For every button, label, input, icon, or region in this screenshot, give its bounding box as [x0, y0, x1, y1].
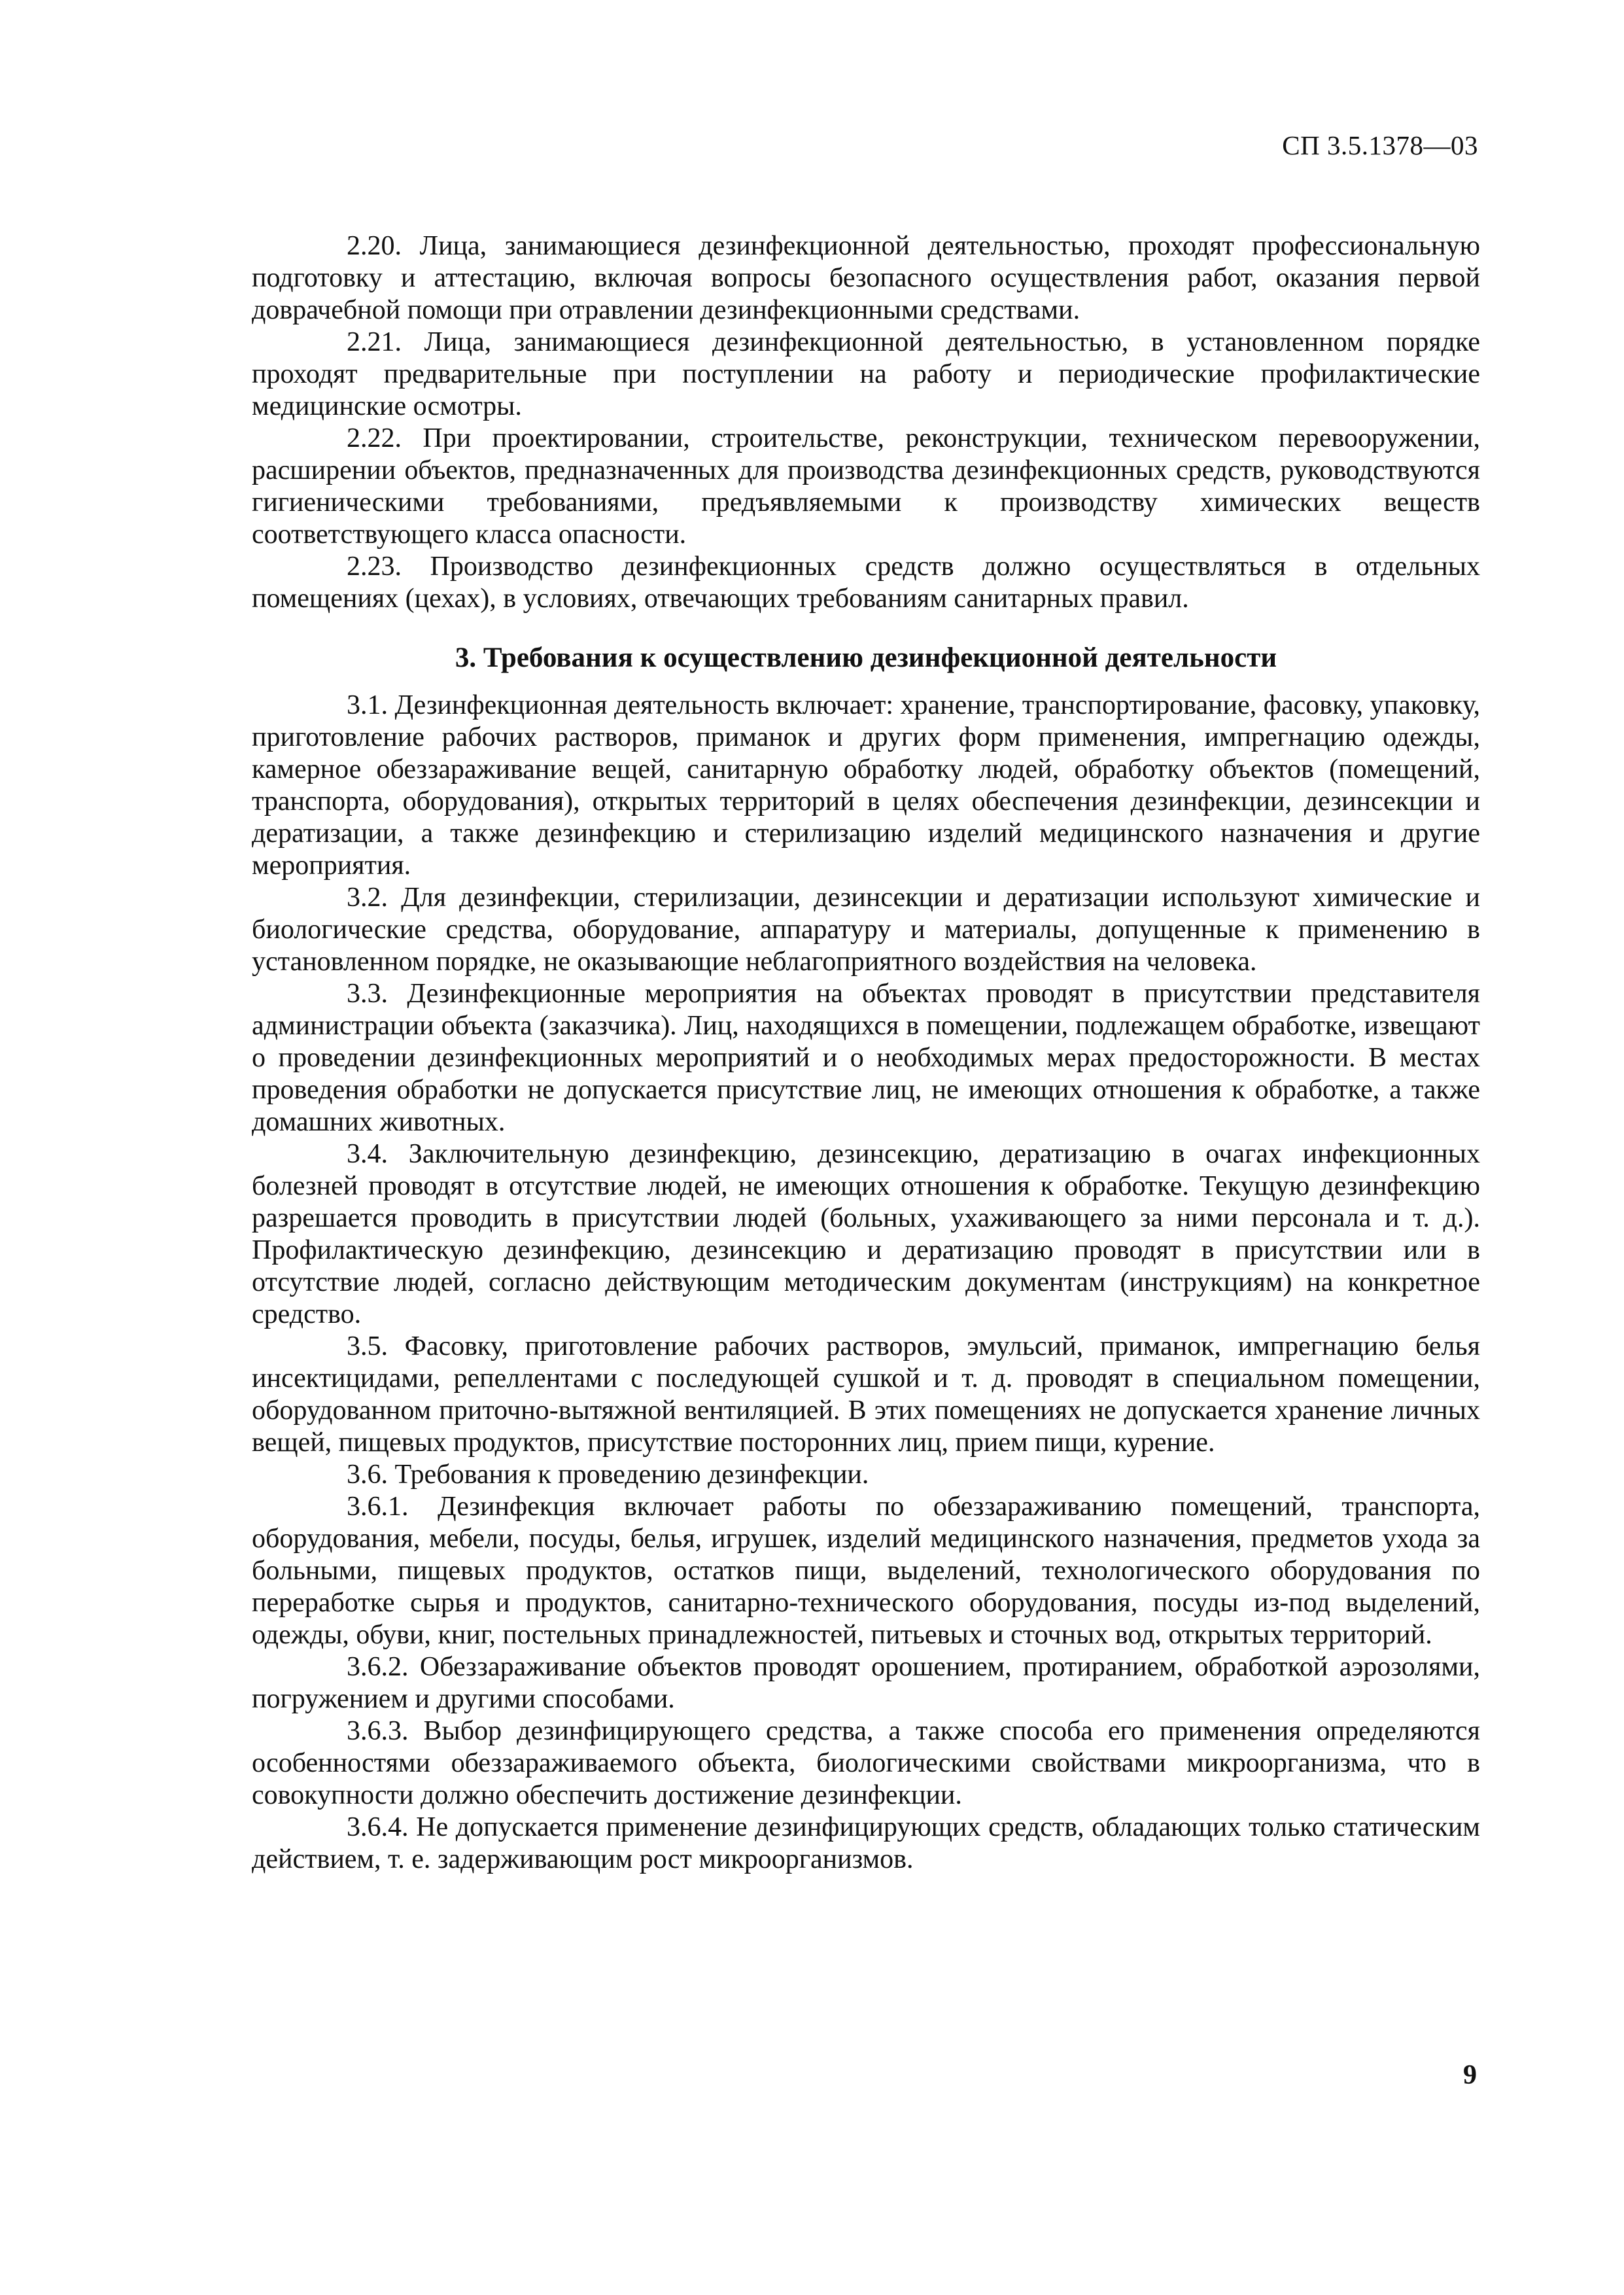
paragraph-2-21: 2.21. Лица, занимающиеся дезинфекционной деятельностью, в установленном порядке проходят предварительные при поступлении на работу и периодические профилактические медицинские осмотры. — [252, 327, 1480, 421]
paragraph-2-22: 2.22. При проектировании, строительстве, реконструкции, техническом перевооружении, расширении объектов, предназначенных для производства дезинфекционных средств, руководствуются гигиеническими требованиями, предъявляемыми к производству химических веществ соответствующего класса опасности. — [252, 423, 1480, 550]
paragraph-2-23: 2.23. Производство дезинфекционных средств должно осуществляться в отдельных помещениях (цехах), в условиях, отвечающих требованиям санитарных правил. — [252, 552, 1480, 614]
document-body — [252, 230, 1480, 1876]
document-code: СП 3.5.1378—03 — [1282, 130, 1478, 160]
paragraph-3-6-3: 3.6.3. Выбор дезинфицирующего средства, а также способа его применения определяются особенностями обеззараживаемого объекта, биологическими свойствами микроорганизма, что в совокупности должно обеспечить достижение дезинфекции. — [252, 1716, 1480, 1810]
paragraph-3-6-1: 3.6.1. Дезинфекция включает работы по обеззараживанию помещений, транспорта, оборудования, мебели, посуды, белья, игрушек, изделий медицинского назначения, предметов ухода за больными, пищевых продуктов, остатков пищи, выделений, технологического оборудования по переработке сырья и продуктов, санитарно-технического оборудования, посуды из-под выделений, одежды, обуви, книг, постельных принадлежностей, питьевых и сточных вод, открытых территорий. — [252, 1492, 1480, 1650]
paragraph-3-1: 3.1. Дезинфекционная деятельность включает: хранение, транспортирование, фасовку, упаковку, приготовление рабочих растворов, приманок и других форм применения, импрегнацию одежды, камерное обеззараживание вещей, санитарную обработку людей, обработку объектов (помещений, транспорта, оборудования), открытых территорий в целях обеспечения дезинфекции, дезинсекции и дератизации, а также дезинфекцию и стерилизацию изделий медицинского назначения и другие мероприятия. — [252, 690, 1481, 881]
paragraph-3-6: 3.6. Требования к проведению дезинфекции. — [347, 1460, 869, 1490]
paragraph-3-6-2: 3.6.2. Обеззараживание объектов проводят орошением, протиранием, обработкой аэрозолями, погружением и другими способами. — [252, 1652, 1480, 1714]
paragraph-3-6-4: 3.6.4. Не допускается применение дезинфицирующих средств, обладающих только статическим действием, т. е. задерживающим рост микроорганизмов. — [252, 1812, 1480, 1874]
paragraph-2-20: 2.20. Лица, занимающиеся дезинфекционной деятельностью, проходят профессиональную подготовку и аттестацию, включая вопросы безопасного осуществления работ, оказания первой доврачебной помощи при отравлении дезинфекционными средствами. — [252, 231, 1480, 325]
page-number: 9 — [1463, 2060, 1477, 2090]
paragraph-3-3: 3.3. Дезинфекционные мероприятия на объектах проводят в присутствии представителя администрации объекта (заказчика). Лиц, находящихся в помещении, подлежащем обработке, извещают о проведении дезинфекционных мероприятий и о необходимых мерах предосторожности. В местах проведения обработки не допускается присутствие лиц, не имеющих отношения к обработке, а также домашних животных. — [252, 979, 1480, 1137]
paragraph-3-5: 3.5. Фасовку, приготовление рабочих растворов, эмульсий, приманок, импрегнацию белья инсектицидами, репеллентами с последующей сушкой и т. д. проводят в специальном помещении, оборудованном приточно-вытяжной вентиляцией. В этих помещениях не допускается хранение личных вещей, пищевых продуктов, присутствие посторонних лиц, прием пищи, курение. — [252, 1331, 1480, 1458]
paragraph-3-2: 3.2. Для дезинфекции, стерилизации, дезинсекции и дератизации используют химические и биологические средства, оборудование, аппаратуру и материалы, допущенные к применению в установленном порядке, не оказывающие неблагоприятного воздействия на человека. — [252, 883, 1480, 977]
paragraph-3-4: 3.4. Заключительную дезинфекцию, дезинсекцию, дератизацию в очагах инфекционных болезней проводят в отсутствие людей, не имеющих отношения к обработке. Текущую дезинфекцию разрешается проводить в присутствии людей (больных, ухаживающего за ними персонала и т. д.). Профилактическую дезинфекцию, дезинсекцию и дератизацию проводят в присутствии или в отсутствие людей, согласно действующим методическим документам (инструкциям) на конкретное средство. — [252, 1139, 1480, 1329]
section-heading: 3. Требования к осуществлению дезинфекционной деятельности — [455, 642, 1277, 673]
